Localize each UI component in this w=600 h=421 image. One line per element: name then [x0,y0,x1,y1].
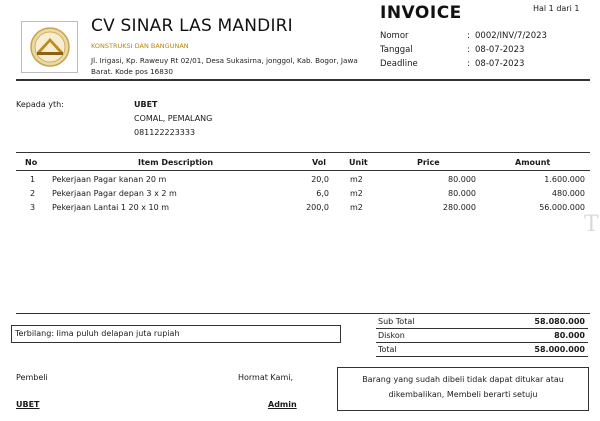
row-vol: 6,0 [316,189,329,198]
meta-label-tanggal: Tanggal [380,45,413,55]
row-description: Pekerjaan Lantai 1 20 x 10 m [52,203,170,212]
meta-value-deadline: 08-07-2023 [475,59,525,69]
header-divider [16,79,590,81]
terbilang-text: Terbilang: lima puluh delapan juta rupiah [15,329,180,338]
table-bottom-line [16,313,590,314]
col-header-price: Price [417,158,440,167]
row-unit: m2 [350,203,363,212]
meta-colon: : [467,31,470,41]
meta-label-nomor: Nomor [380,31,409,41]
terms-note-text: Barang yang sudah dibeli tidak dapat ditukar atau dikembalikan, Membeli berarti setuju [362,375,564,399]
buyer-label: Pembeli [16,373,48,382]
col-header-description: Item Description [138,158,214,167]
meta-label-deadline: Deadline [380,59,418,69]
row-amount: 56.000.000 [539,203,585,212]
row-price: 80.000 [448,189,476,198]
col-header-no: No [25,158,38,167]
table-top-line [16,152,590,153]
subtotal-value: 58.080.000 [534,317,585,326]
company-tagline: KONSTRUKSI DAN BANGUNAN [91,42,189,50]
recipient-city: COMAL, PEMALANG [134,114,213,123]
row-amount: 480.000 [551,189,585,198]
row-no: 2 [30,189,36,198]
invoice-title: INVOICE [380,3,462,23]
meta-value-nomor: 0002/INV/7/2023 [475,31,547,41]
discount-label: Diskon [378,331,405,340]
meta-colon: : [467,45,470,55]
row-unit: m2 [350,189,363,198]
col-header-vol: Vol [312,158,326,167]
summary-divider [376,342,588,343]
recipient-phone: 081122223333 [134,128,196,137]
row-description: Pekerjaan Pagar depan 3 x 2 m [52,189,177,198]
page-info: Hal 1 dari 1 [533,4,580,13]
seller-label: Hormat Kami, [238,373,293,382]
summary-divider [376,356,588,357]
col-header-unit: Unit [349,158,368,167]
subtotal-label: Sub Total [378,317,415,326]
total-value: 58.000.000 [534,345,585,354]
meta-value-tanggal: 08-07-2023 [475,45,525,55]
buyer-name: UBET [16,400,40,409]
meta-colon: : [467,59,470,69]
total-label: Total [378,345,397,354]
discount-value: 80.000 [554,331,585,340]
company-address: Jl. Irigasi, Kp. Raweuy Rt 02/01, Desa Sukasirna, jonggol, Kab. Bogor, Jawa Barat. Kode pos 16830 [91,56,358,76]
gold-roof-logo-icon [29,26,71,68]
row-vol: 200,0 [306,203,329,212]
seller-name: Admin [268,400,297,409]
row-vol: 20,0 [311,175,329,184]
terbilang-box [11,325,341,343]
background-glyph: T [584,212,599,237]
company-name: CV SINAR LAS MANDIRI [91,16,293,36]
row-amount: 1.600.000 [544,175,585,184]
summary-divider [376,328,588,329]
row-unit: m2 [350,175,363,184]
row-no: 3 [30,203,36,212]
recipient-label: Kepada yth: [16,100,64,109]
company-logo [21,21,78,73]
row-no: 1 [30,175,36,184]
recipient-name: UBET [134,100,158,109]
col-header-amount: Amount [515,158,551,167]
table-header-line [16,170,590,171]
row-description: Pekerjaan Pagar kanan 20 m [52,175,167,184]
row-price: 80.000 [448,175,476,184]
terms-note-box [337,367,589,411]
row-price: 280.000 [442,203,476,212]
